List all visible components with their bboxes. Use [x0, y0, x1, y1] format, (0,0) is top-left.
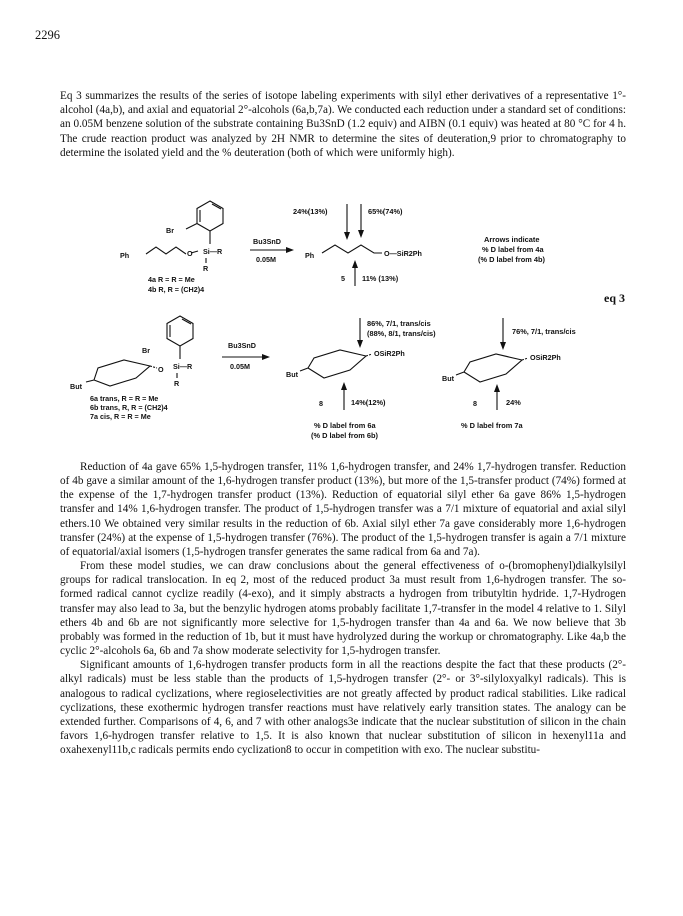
pct-bottom-5: 11% (13%) [362, 274, 399, 283]
br-label-6: Br [142, 346, 150, 355]
reaction-arrow-top [250, 237, 294, 264]
benzene-ring-6 [167, 316, 193, 346]
ph-label-5: Ph [305, 251, 315, 260]
pct-top-8a-1: 86%, 7/1, trans/cis [367, 319, 431, 328]
osi-label-5: O—SiR2Ph [384, 249, 422, 258]
reaction-arrow-bottom [222, 341, 270, 371]
page-number: 2296 [35, 28, 60, 42]
reagent-label-bottom: Bu3SnD [228, 341, 256, 350]
substrate-6a-label: 6a trans, R = R = Me [90, 394, 159, 403]
o-label-6: O [158, 365, 164, 374]
but-label-6: But [70, 382, 82, 391]
compound-number-8a: 8 [319, 399, 323, 408]
br-label-4: Br [166, 226, 174, 235]
product-5 [293, 204, 545, 286]
substrate-7a-label: 7a cis, R = R = Me [90, 412, 151, 421]
compound-number-8b: 8 [473, 399, 477, 408]
product-8-from-7 [442, 318, 576, 430]
reagent-label-top: Bu3SnD [253, 237, 281, 246]
note-line-1: Arrows indicate [484, 235, 540, 244]
but-label-8b: But [442, 374, 454, 383]
but-label-8a: But [286, 370, 298, 379]
substrate-6b-label: 6b trans, R, R = (CH2)4 [90, 403, 168, 412]
substrate-4 [120, 201, 223, 294]
pct-bottom-8b: 24% [506, 398, 521, 407]
si-r-label-4: Si—R [203, 247, 223, 256]
osi-label-8a: OSiR2Ph [374, 349, 405, 358]
si-r-label-6: Si—R [173, 362, 193, 371]
reaction-scheme [60, 196, 626, 458]
paragraph-3: Significant amounts of 1,6-hydrogen transfer products form in all the reactions despite the fact that these products (2°-alkyl radicals) must be less stable than the products of 1,5-hydrogen transfer (2°- or 3°-silyloxyalkyl radicals). This is analogous to radical cyclizations, where regioselectivities are not greatly affected by product radical stabilities. Like radical cyclizations, these exothermic hydrogen transfer reactions must have relatively early transition states. The analogy can be extended further. Comparisons of 4, 6, and 7 with other analogs3e indicate that the nuclear substitution of silicon in the chain favors 1,6-hydrogen transfer relative to 1,5. It is also known that nuclear substitution of silicon in hexenyl11a and oxahexenyl11b,c radicals permits endo cyclization8 to occur in competition with exo. The nuclear substitu- [60, 659, 626, 757]
scheme-svg [60, 196, 626, 458]
note-8a-1: % D label from 6a [314, 421, 376, 430]
intro-paragraph: Eq 3 summarizes the results of the series of isotope labeling experiments with silyl ether derivatives of a representative 1°-alcohol (4a,b), and axial and equatorial 2°-alcohols (6a,b,7a). We conducted each reduction under a standard set of conditions: an 0.05M benzene solution of the substrate containing Bu3SnD (1.2 equiv) and AIBN (0.1 equiv) was heated at 80 °C for 4 h. The crude reaction product was analyzed by 2H NMR to determine the sites of deuteration,9 prior to chromatography to determine the isolated yield and the % deuteration (both of which were uniformly high). [60, 90, 626, 159]
pct-top-8a-2: (88%, 8/1, trans/cis) [367, 329, 436, 338]
paragraph-2: From these model studies, we can draw conclusions about the general effectiveness of o-(bromophenyl)dialkylsilyl groups for radical translocation. In eq 2, most of the reduced product 3a must result from 1,6-hydrogen transfer. The so-formed radical cannot cyclize readily (4-exo), and it simply abstracts a hydrogen from tributyltin hydride. 1,7-Hydrogen transfer may also lead to 3a, but the benzylic hydrogen atoms probably facilitate 1,7-transfer in the model 4 relative to 1. Silyl ethers 4b and 6b are not significantly more selective for 1,5-hydrogen transfer than 4a and 6a. We now believe that 3b probably was formed in the reduction of 1b, but it must have hydrolyzed during the workup or chromatography. Like 4a,b the cyclic 2°-alcohols 6a, 6b and 7a show moderate selectivity for 1,5-hydrogen transfer. [60, 560, 626, 658]
ph-label-4: Ph [120, 251, 130, 260]
benzene-ring-4 [197, 201, 223, 231]
paragraph-1: Reduction of 4a gave 65% 1,5-hydrogen transfer, 11% 1,6-hydrogen transfer, and 24% 1,7-hydrogen transfer. Reduction of 4b gave a similar amount of the 1,6-hydrogen transfer product (13%), but more of the 1,5-transfer product (74%) formed at the expense of the 1,7-hydrogen transfer product (13%). Reduction of equatorial silyl ether 6a gave 86% 1,5-hydrogen transfer and 14% 1,6-hydrogen transfer. The product of 1,5-hydrogen transfer was a 7/1 mixture of equatorial and axial silyl ethers.10 We obtained very similar results in the reduction of 6b. Axial silyl ether 7a gave considerably more 1,6-hydrogen transfer (24%) at the expense of 1,5-hydrogen transfer (76%). The product of the 1,5-hydrogen transfer is again a 7/1 mixture of equatorial/axial isomers (1,5-hydrogen transfer generates the same radical from 6a and 7a). [60, 461, 626, 558]
pct-top-8b: 76%, 7/1, trans/cis [512, 327, 576, 336]
pct-right-5: 65%(74%) [368, 207, 403, 216]
r-label-4: R [203, 264, 209, 273]
substrate-4a-label: 4a R = R = Me [148, 275, 195, 284]
note-line-2: % D label from 4a [482, 245, 544, 254]
note-8b: % D label from 7a [461, 421, 523, 430]
conditions-label-top: 0.05M [256, 255, 276, 264]
pct-left-5: 24%(13%) [293, 207, 328, 216]
product-8-from-6 [286, 318, 436, 440]
osi-label-8b: OSiR2Ph [530, 353, 561, 362]
note-8a-2: (% D label from 6b) [311, 431, 378, 440]
note-line-3: (% D label from 4b) [478, 255, 545, 264]
r-label-6: R [174, 379, 180, 388]
pct-bottom-8a: 14%(12%) [351, 398, 386, 407]
substrate-6-7 [70, 316, 193, 421]
body-text [60, 460, 626, 757]
conditions-label-bottom: 0.05M [230, 362, 250, 371]
equation-label: eq 3 [604, 291, 625, 305]
substrate-4b-label: 4b R, R = (CH2)4 [148, 285, 205, 294]
o-label-4: O [187, 249, 193, 258]
compound-number-5: 5 [341, 274, 345, 283]
